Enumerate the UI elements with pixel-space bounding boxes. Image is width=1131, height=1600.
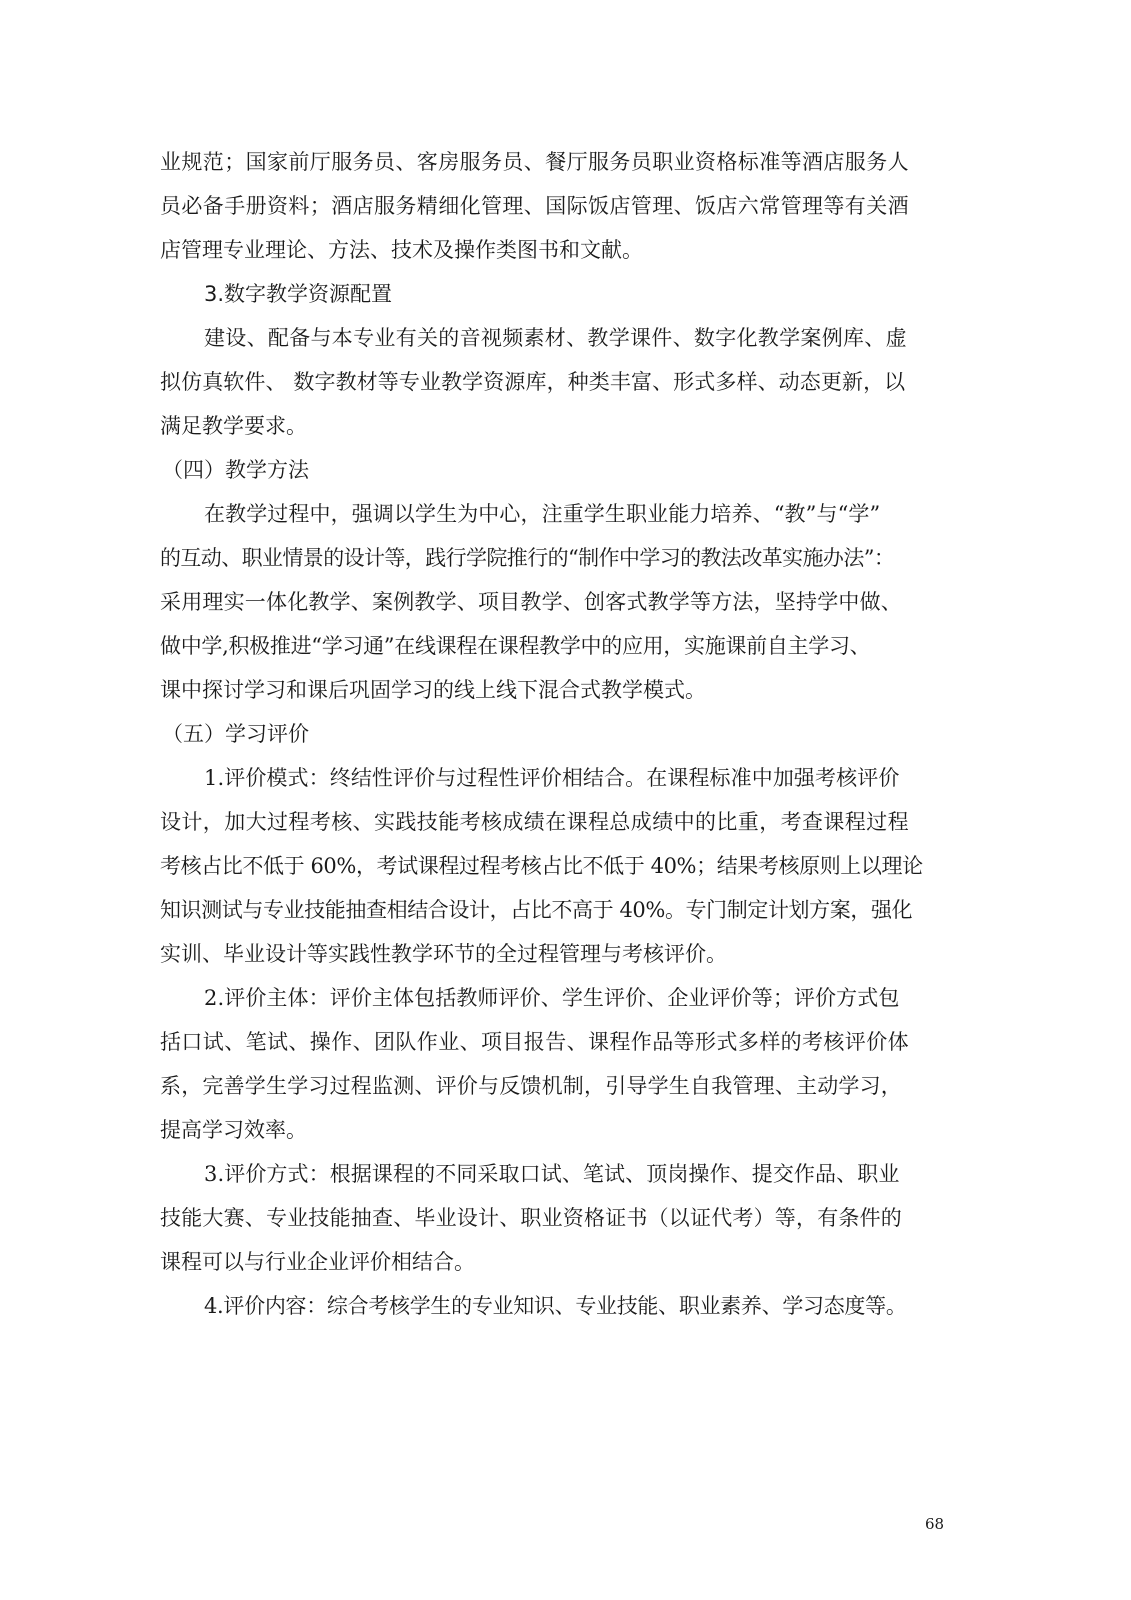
text-line: 拟仿真软件、 数字教材等专业教学资源库，种类丰富、形式多样、动态更新，以 — [160, 370, 906, 394]
text-line: 提高学习效率。 — [160, 1118, 307, 1142]
section-heading-teaching-methods: （四）教学方法 — [162, 458, 309, 482]
text-line: 知识测试与专业技能抽查相结合设计，占比不高于 40%。专门制定计划方案，强化 — [160, 898, 913, 922]
section-heading-digital-resources: 3.数字教学资源配置 — [204, 282, 393, 306]
document-page — [160, 146, 960, 1322]
text-line: 系，完善学生学习过程监测、评价与反馈机制，引导学生自我管理、主动学习， — [160, 1074, 902, 1098]
text-line: 员必备手册资料；酒店服务精细化管理、国际饭店管理、饭店六常管理等有关酒 — [160, 194, 909, 218]
text-line: 考核占比不低于 60%，考试课程过程考核占比不低于 40%；结果考核原则上以理论 — [160, 854, 923, 878]
text-line: 满足教学要求。 — [160, 414, 307, 438]
text-line: 在教学过程中，强调以学生为中心，注重学生职业能力培养、“教”与“学” — [204, 502, 881, 526]
paragraph-evaluation-method — [160, 1158, 960, 1278]
text-line: 做中学,积极推进“学习通”在线课程在课程教学中的应用，实施课前自主学习、 — [160, 634, 871, 658]
text-line: 括口试、笔试、操作、团队作业、项目报告、课程作品等形式多样的考核评价体 — [160, 1030, 909, 1054]
text-line: 建设、配备与本专业有关的音视频素材、教学课件、数字化教学案例库、虚 — [204, 326, 907, 350]
text-line: 1.评价模式：终结性评价与过程性评价相结合。在课程标准中加强考核评价 — [204, 766, 900, 790]
paragraph-digital-resources — [160, 322, 960, 442]
paragraph-evaluation-mode — [160, 762, 960, 970]
text-line: 店管理专业理论、方法、技术及操作类图书和文献。 — [160, 238, 643, 262]
text-line: 4.评价内容：综合考核学生的专业知识、专业技能、职业素养、学习态度等。 — [204, 1294, 907, 1318]
paragraph-evaluation-subject — [160, 982, 960, 1146]
text-line: 课中探讨学习和课后巩固学习的线上线下混合式教学模式。 — [160, 678, 706, 702]
paragraph-reference-materials — [160, 146, 960, 266]
text-line: 的互动、职业情景的设计等，践行学院推行的“制作中学习的教法改革实施办法”： — [160, 546, 895, 570]
text-line: 课程可以与行业企业评价相结合。 — [160, 1250, 475, 1274]
paragraph-teaching-methods — [160, 498, 960, 706]
text-line: 设计，加大过程考核、实践技能考核成绩在课程总成绩中的比重，考查课程过程 — [160, 810, 909, 834]
text-line: 实训、毕业设计等实践性教学环节的全过程管理与考核评价。 — [160, 942, 727, 966]
text-line: 3.评价方式：根据课程的不同采取口试、笔试、顶岗操作、提交作品、职业 — [204, 1162, 900, 1186]
text-line: 技能大赛、专业技能抽查、毕业设计、职业资格证书（以证代考）等，有条件的 — [160, 1206, 902, 1230]
section-heading-learning-evaluation: （五）学习评价 — [162, 722, 309, 746]
text-line: 采用理实一体化教学、案例教学、项目教学、创客式教学等方法，坚持学中做、 — [160, 590, 902, 614]
text-line: 业规范；国家前厅服务员、客房服务员、餐厅服务员职业资格标准等酒店服务人 — [160, 150, 909, 174]
paragraph-evaluation-content — [160, 1290, 960, 1322]
text-line: 2.评价主体：评价主体包括教师评价、学生评价、企业评价等；评价方式包 — [204, 986, 900, 1010]
page-number: 68 — [925, 1515, 945, 1533]
